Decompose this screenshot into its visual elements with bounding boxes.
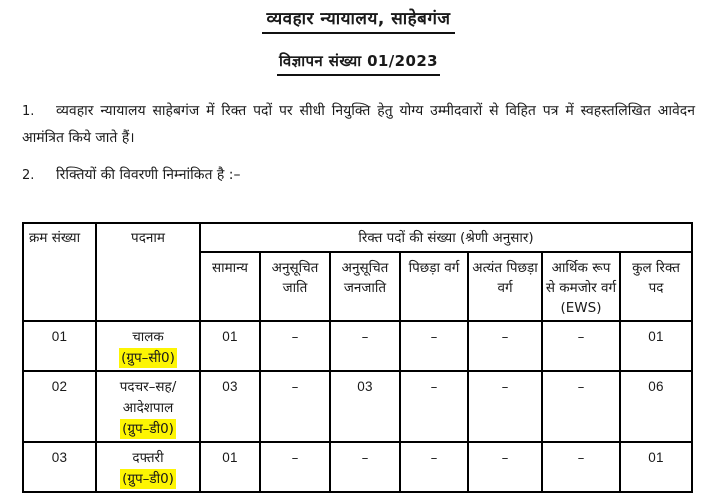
value-cell-bc: – [400,442,468,492]
title-row [22,6,695,34]
col-header-serial: क्रम संख्या [23,223,96,321]
serial-cell: 01 [23,321,96,371]
value-cell-total: 06 [620,371,692,442]
post-group-highlight: (ग्रुप–डी0) [122,421,174,437]
value-cell-total: 01 [620,442,692,492]
value-cell-bc: – [400,321,468,371]
paragraph-2 [22,162,695,189]
paragraph-2-number: 2. [22,168,35,183]
post-group-line [99,419,197,439]
post-name: दफ्तरी [132,450,164,466]
col-header-general: सामान्य [200,252,260,321]
value-cell-bc: – [400,371,468,442]
post-cell [96,371,200,442]
col-header-st: अनुसूचित जनजाति [330,252,400,321]
vacancy-table-body [23,321,692,492]
serial-cell: 03 [23,442,96,492]
value-cell-ews: – [542,371,620,442]
post-name: पदचर–सह/ [119,379,177,395]
value-cell-total: 01 [620,321,692,371]
value-cell-general: 01 [200,442,260,492]
value-cell-ebc: – [468,442,542,492]
post-cell [96,321,200,371]
table-row-orderly [23,371,692,442]
col-header-post: पदनाम [96,223,200,321]
col-header-ews: आर्थिक रूप से कमजोर वर्ग (EWS) [542,252,620,321]
post-cell [96,442,200,492]
table-row-daftari [23,442,692,492]
subtitle-row [22,51,695,76]
table-row-driver [23,321,692,371]
col-header-bc: पिछड़ा वर्ग [400,252,468,321]
value-cell-st: – [330,442,400,492]
value-cell-sc: – [260,321,330,371]
post-group-highlight: (ग्रुप–डी0) [122,471,174,487]
col-header-total: कुल रिक्त पद [620,252,692,321]
advertisement-number: विज्ञापन संख्या 01/2023 [277,51,440,76]
col-header-sc: अनुसूचित जाति [260,252,330,321]
value-cell-ews: – [542,321,620,371]
value-cell-st: 03 [330,371,400,442]
value-cell-st: – [330,321,400,371]
value-cell-general: 03 [200,371,260,442]
post-group-line [99,469,197,489]
post-group-highlight: (ग्रुप–सी0) [121,350,175,366]
serial-cell: 02 [23,371,96,442]
value-cell-ebc: – [468,321,542,371]
vacancy-table [22,222,693,493]
post-name: आदेशपाल [122,400,174,416]
paragraph-2-text: रिक्तियों की विवरणी निम्नांकित है :– [56,167,241,183]
value-cell-sc: – [260,371,330,442]
paragraph-1 [22,98,695,151]
value-cell-ews: – [542,442,620,492]
paragraph-1-text: व्यवहार न्यायालय साहेबगंज में रिक्त पदों पर सीधी नियुक्ति हेतु योग्य उम्मीदवारों से विहित पत्र में स्वहस्तलिखित आवेदन आमंत्रित किये जाते हैं। [22,103,695,146]
post-name: चालक [132,329,164,345]
header-row-1 [23,223,692,252]
value-cell-general: 01 [200,321,260,371]
vacancy-table-header [23,223,692,321]
page-title: व्यवहार न्यायालय, साहेबगंज [262,6,454,34]
col-header-vacancy-span: रिक्त पदों की संख्या (श्रेणी अनुसार) [200,223,692,252]
value-cell-ebc: – [468,371,542,442]
post-group-line [99,348,197,368]
value-cell-sc: – [260,442,330,492]
paragraph-1-number: 1. [22,104,35,119]
col-header-ebc: अत्यंत पिछड़ा वर्ग [468,252,542,321]
